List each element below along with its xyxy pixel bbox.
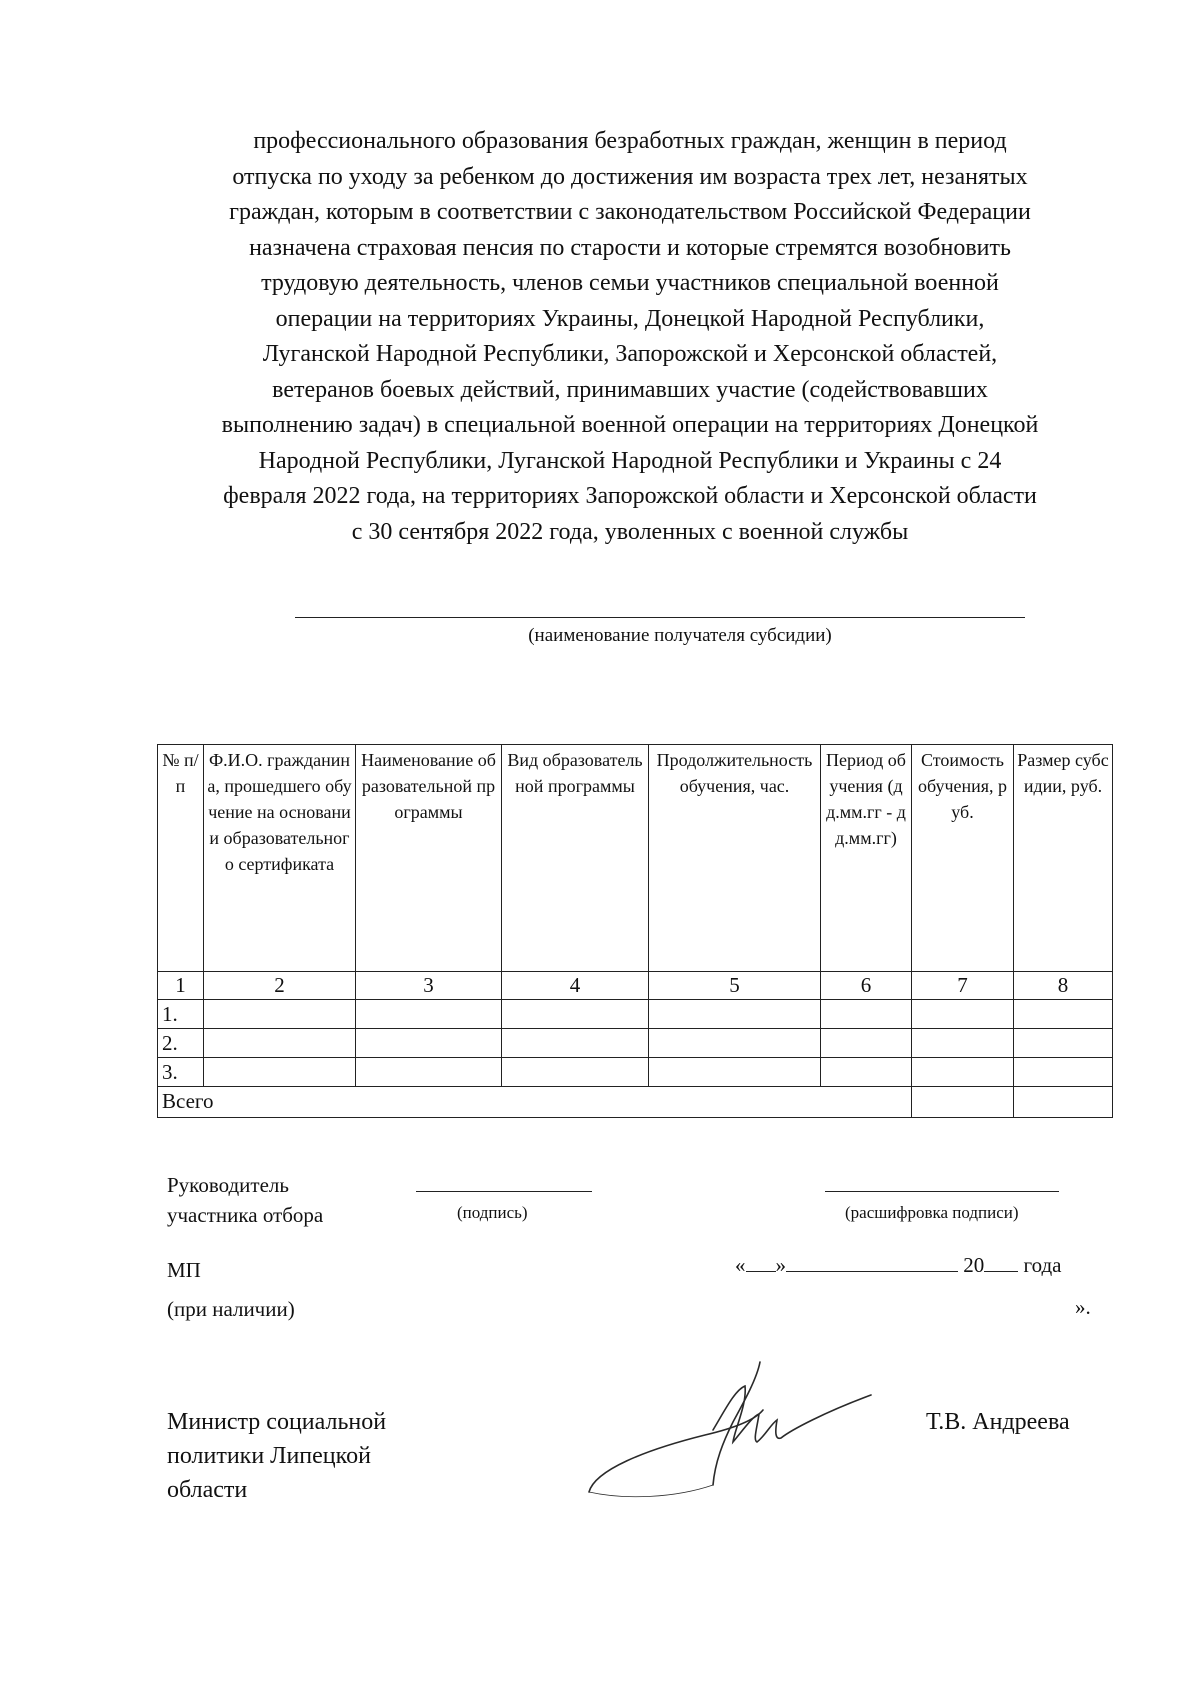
signature-caption: (подпись) xyxy=(457,1203,528,1222)
heading-line: февраля 2022 года, на территориях Запорожской области и Херсонской области xyxy=(223,483,1037,509)
table-total-row xyxy=(158,1087,1113,1118)
heading-line: назначена страховая пенсия по старости и которые стремятся возобновить xyxy=(249,234,1011,261)
col-header-cost: Стоимость обучения, руб. xyxy=(912,745,1014,972)
table-row xyxy=(158,1029,1113,1058)
table-cell xyxy=(204,1058,356,1087)
column-number: 3 xyxy=(356,972,502,1000)
table-cell xyxy=(912,1029,1014,1058)
date-tail: ». xyxy=(1075,1295,1091,1319)
table-cell xyxy=(1014,1087,1113,1118)
table-cell xyxy=(502,1058,649,1087)
heading-line: профессионального образования безработных граждан, женщин в период xyxy=(253,128,1007,154)
date-open-quote: « xyxy=(735,1253,746,1277)
table-cell xyxy=(821,1058,912,1087)
date-close-quote: » xyxy=(775,1253,786,1277)
table-cell xyxy=(502,1000,649,1029)
signature-line xyxy=(416,1191,592,1192)
col-header-subsidy: Размер субсидии, руб. xyxy=(1014,745,1113,972)
column-number: 5 xyxy=(649,972,821,1000)
col-header-program-name: Наименование образовательной программы xyxy=(356,745,502,972)
table-cell xyxy=(649,1058,821,1087)
column-number: 6 xyxy=(821,972,912,1000)
total-label: Всего xyxy=(158,1087,912,1118)
date-suffix: года xyxy=(1023,1253,1062,1277)
col-header-duration: Продолжительность обучения, час. xyxy=(649,745,821,972)
heading-line: трудовую деятельность, членов семьи участников специальной военной xyxy=(261,270,999,296)
date-year-blank xyxy=(984,1253,1018,1272)
heading-line: Луганской Народной Республики, Запорожской и Херсонской областей, xyxy=(262,341,998,367)
column-number: 4 xyxy=(502,972,649,1000)
date-year-prefix: 20 xyxy=(963,1253,985,1277)
minister-title xyxy=(167,1405,386,1507)
table-cell xyxy=(649,1029,821,1058)
col-header-period: Период обучения (дд.мм.гг - дд.мм.гг) xyxy=(821,745,912,972)
recipient-caption: (наименование получателя субсидии) xyxy=(528,625,832,646)
table-cell xyxy=(912,1000,1014,1029)
table-column-numbers-row xyxy=(158,972,1113,1000)
table-row xyxy=(158,1000,1113,1029)
table-cell xyxy=(1014,1029,1113,1058)
heading-line: ветеранов боевых действий, принимавших участие (содействовавших xyxy=(272,376,988,403)
minister-title-line: области xyxy=(167,1477,248,1503)
col-header-fio: Ф.И.О. гражданина, прошедшего обучение на основании образовательного сертификата xyxy=(204,745,356,972)
table-header-row xyxy=(158,745,1113,972)
table-row xyxy=(158,1058,1113,1087)
recipient-name-line xyxy=(295,617,1025,618)
table-cell xyxy=(649,1000,821,1029)
table-cell xyxy=(821,1029,912,1058)
head-label xyxy=(167,1170,323,1230)
stamp-label: МП xyxy=(167,1258,201,1282)
minister-name: Т.В. Андреева xyxy=(926,1409,1070,1435)
date-month-blank xyxy=(786,1253,958,1272)
decode-caption: (расшифровка подписи) xyxy=(845,1203,1019,1222)
table-cell xyxy=(356,1000,502,1029)
table-cell xyxy=(821,1000,912,1029)
col-header-number: № п/п xyxy=(158,745,204,972)
row-number: 2. xyxy=(158,1029,204,1058)
date-field xyxy=(735,1253,1062,1278)
heading-line: выполнению задач) в специальной военной операции на территориях Донецкой xyxy=(221,412,1039,438)
head-label-line: Руководитель xyxy=(167,1173,289,1197)
heading-line: граждан, которым в соответствии с законодательством Российской Федерации xyxy=(229,199,1031,225)
column-number: 1 xyxy=(158,972,204,1000)
decode-line xyxy=(825,1191,1059,1192)
heading-line: с 30 сентября 2022 года, уволенных с военной службы xyxy=(351,518,909,545)
table-cell xyxy=(1014,1000,1113,1029)
column-number: 8 xyxy=(1014,972,1113,1000)
row-number: 1. xyxy=(158,1000,204,1029)
heading-line: Народной Республики, Луганской Народной Республики и Украины с 24 xyxy=(258,447,1002,474)
col-header-program-type: Вид образовательной программы xyxy=(502,745,649,972)
table-cell xyxy=(356,1029,502,1058)
table-cell xyxy=(502,1029,649,1058)
handwritten-signature xyxy=(585,1350,875,1500)
minister-title-line: Министр социальной xyxy=(167,1409,387,1435)
row-number: 3. xyxy=(158,1058,204,1087)
table-cell xyxy=(912,1087,1014,1118)
table-cell xyxy=(356,1058,502,1087)
heading-line: операции на территориях Украины, Донецкой Народной Республики, xyxy=(275,305,985,332)
column-number: 2 xyxy=(204,972,356,1000)
table-cell xyxy=(204,1029,356,1058)
minister-title-line: политики Липецкой xyxy=(167,1443,371,1469)
table-cell xyxy=(912,1058,1014,1087)
table-cell xyxy=(1014,1058,1113,1087)
table-cell xyxy=(204,1000,356,1029)
subsidy-table xyxy=(157,744,1113,1118)
head-label-line: участника отбора xyxy=(167,1203,324,1227)
heading-line: отпуска по уходу за ребенком до достижения им возраста трех лет, незанятых xyxy=(232,163,1028,190)
column-number: 7 xyxy=(912,972,1014,1000)
date-day-blank xyxy=(746,1253,776,1272)
document-heading xyxy=(160,124,1100,550)
stamp-note: (при наличии) xyxy=(167,1297,295,1321)
